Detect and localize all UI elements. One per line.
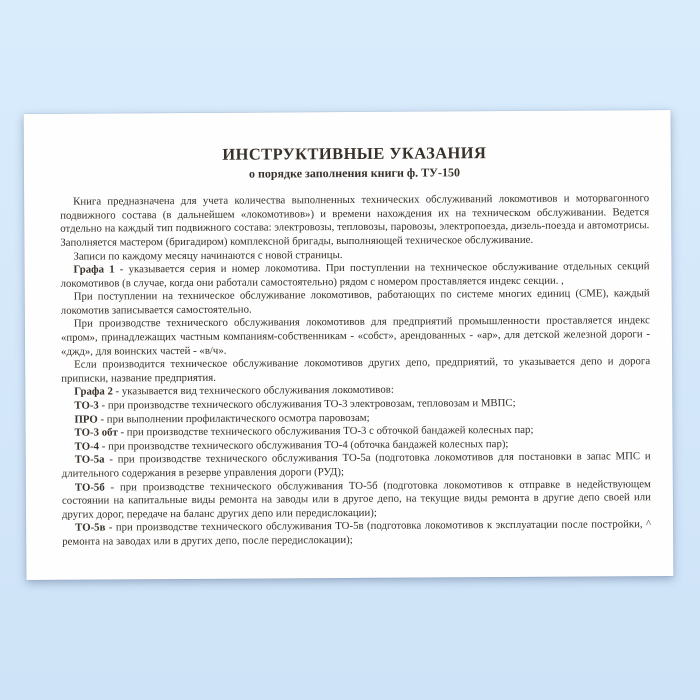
paragraph-lead-term: ПРО [74,413,98,426]
paragraph: Книга предназначена для учета количества выполненных технических обслуживаний локомотивов и моторвагонного подвижного состава (в дальнейшем «локомотивов») и времени нахождения их на техническом обслуживании. Ведется отдельно на каждый тип подвижного состава: электровозы, тепловозы, паровозы, электропоезда, дизель-поезда и автомотрисы. Заполняется мастером (бригадиром) комплексной бригады, выполняющей техническое обслуживание. [60,192,650,249]
paragraph: ТО-4 - при производстве технического обслуживания ТО-4 (обточка бандажей колесных пар); [74,437,509,453]
paragraph-lead-term: ТО-3 [74,399,99,412]
paragraph-lead-term: ТО-5б [74,481,105,494]
document-page [24,110,674,580]
paragraph: Записи по каждому месяцу начинаются с новой страницы. [73,248,343,263]
paragraph: Если производится техническое обслуживание локомотивов других депо, предприятий, то указывается депо и дорога приписки, название предприятия. [61,355,651,385]
paragraph: ТО-3 - при производстве технического обслуживания ТО-3 электровозам, тепловозам и МВПС; [74,397,516,412]
paragraph-lead-term: ТО-3 обт [74,426,118,439]
document-subtitle: о порядке заполнения книги ф. ТУ-150 [248,165,461,181]
paragraph-lead-term: ТО-5а [74,453,105,467]
paragraph: ТО-5б - при производстве технического обслуживания ТО-5б (подготовка локомотивов к отправке в недействующем состоянии на капитальные виды ремонта на заводы или в другое депо, на текущие виды ремонта в другие депо своей или других дорог, передаче на баланс других депо или передислокации); [61,477,651,521]
paragraph: ТО-5в - при производстве технического обслуживания ТО-5в (подготовка локомотивов к эксплуатации после постройки, ^ ремонта на заводах или в других депо, после передислокации); [62,518,652,548]
paragraph-lead-term: Графа 1 [73,263,115,276]
paragraph: Графа 1 - указывается серия и номер локомотива. При поступлении на техническое обслуживание отдельных секций локомотивов (в случае, когда они работали самостоятельно) рядом с номером проставляется индекс секции. , [60,260,650,290]
paragraph: Графа 2 - указывается вид технического обслуживания локомотивов: [74,384,394,399]
paragraph: ТО-3 обт - при производстве технического обслуживания ТО-3 с обточкой бандажей колесных пар; [74,424,534,439]
paragraph-lead-term: ТО-4 [74,440,100,453]
document-body [60,192,651,549]
paragraph-lead-term: ТО-5в [75,521,106,535]
paragraph: При производстве технического обслуживания локомотивов для предприятий промышленности проставляется индекс «пром», принадлежащих частным компаниям-собственникам - «собст», арендованных - «ар», для детской железной дороги - «джд», для воинских частей - «в/ч». [60,314,650,358]
document-title: ИНСТРУКТИВНЫЕ УКАЗАНИЯ [222,143,487,164]
paragraph: ТО-5а - при производстве технического обслуживания ТО-5а (подготовка локомотивов для постановки в запас МПС и длительного содержания в резерве управления дороги (РУД); [61,450,651,480]
paragraph-lead-term: Графа 2 [74,385,113,399]
paragraph: ПРО - при выполнении профилактического осмотра паровозам; [74,411,370,426]
paragraph: При поступлении на техническое обслуживание локомотивов, работающих по системе многих единиц (СМЕ), каждый локомотив записывается самостоятельно. [60,287,650,317]
